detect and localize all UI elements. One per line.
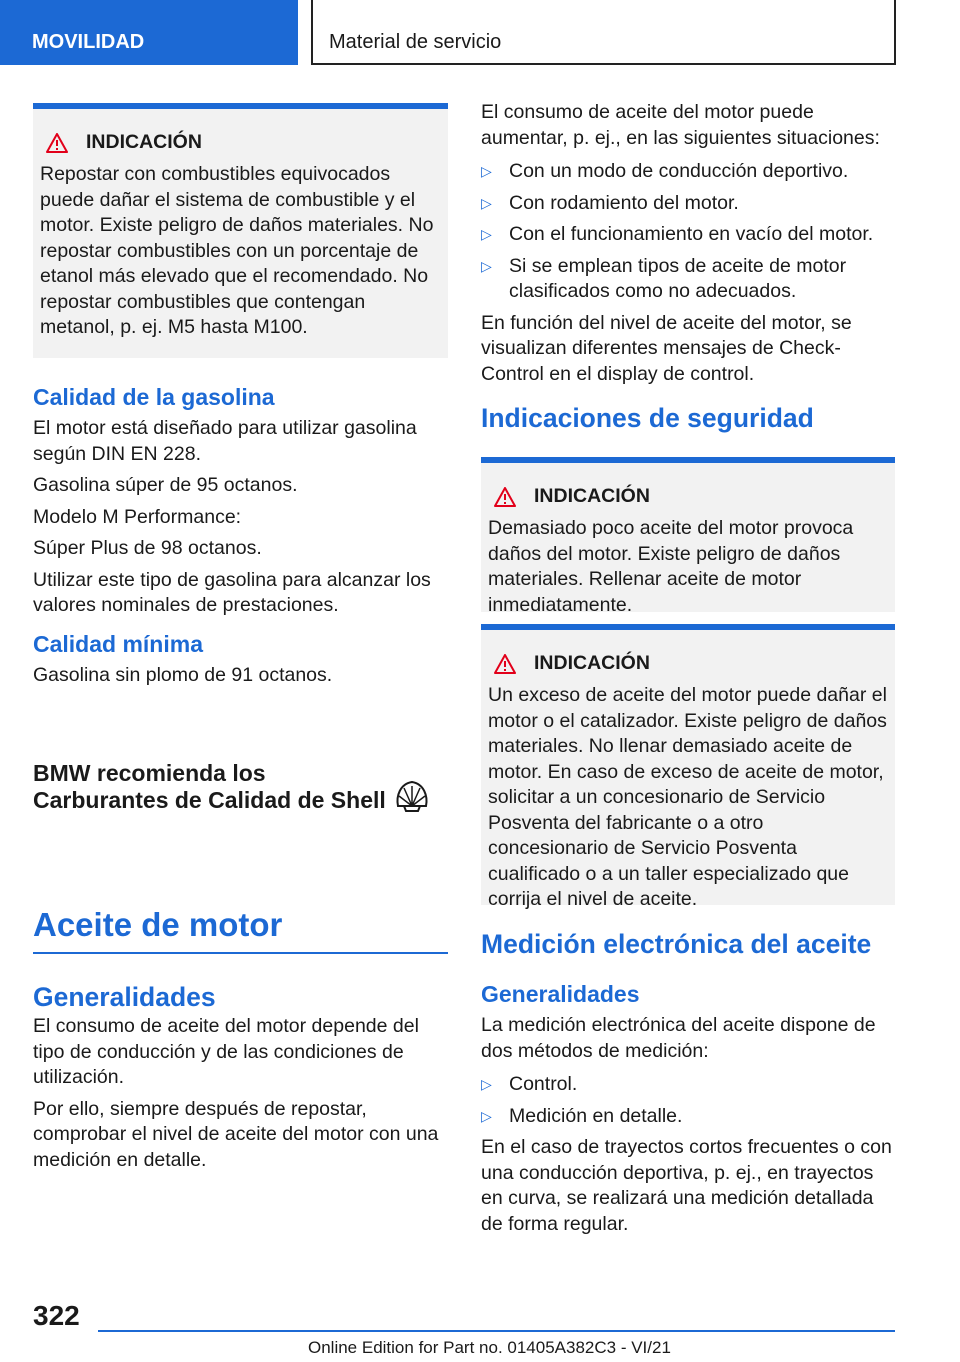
paragraph: Gasolina súper de 95 octanos. bbox=[33, 474, 298, 496]
methods-list bbox=[481, 1072, 895, 1129]
list-item-text: Con rodamiento del motor. bbox=[509, 191, 739, 214]
shell-line: Carburantes de Calidad de Shell bbox=[33, 787, 386, 813]
paragraph: En función del nivel de aceite del motor, se visualizan diferentes mensajes de Check-Control en el display de control. bbox=[481, 311, 852, 385]
generalidades-paragraphs bbox=[33, 1014, 448, 1173]
paragraph: Por ello, siempre después de repostar, comprobar el nivel de aceite del motor con una medición en detalle. bbox=[33, 1097, 439, 1171]
list-item-text: Con el funcionamiento en vacío del motor. bbox=[509, 223, 874, 245]
list-item-text: Con un modo de conducción deportivo. bbox=[509, 160, 849, 182]
note-title: INDICACIÓN bbox=[86, 131, 202, 153]
list-item bbox=[481, 1072, 895, 1098]
subsection-heading: Generalidades bbox=[481, 981, 640, 1007]
section-heading: Medición electrónica del aceite bbox=[481, 929, 872, 959]
note-text: Un exceso de aceite del motor puede dañar el motor o el catalizador. Existe peligro de daños materiales. No llenar demasiado aceite de motor. En caso de exceso de aceite de motor, solicitar a un concesionario de Servicio Posventa del fabricante o a otro concesionario de Servicio Posventa cualificado o a un taller especializado que corrija el nivel de aceite. bbox=[488, 684, 887, 910]
note-header bbox=[488, 652, 889, 675]
right-column bbox=[481, 100, 895, 1243]
paragraph: El motor está diseñado para utilizar gasolina según DIN EN 228. bbox=[33, 417, 417, 465]
shell-logo-icon bbox=[394, 780, 430, 812]
note-text: Repostar con combustibles equivocados puede dañar el sistema de combustible y el motor. Existe peligro de daños materiales. No repostar combustibles con un porcentaje de etanol más elevado que el recomendado. No repostar combustibles que contengan metanol, p. ej. M5 hasta M100. bbox=[40, 163, 434, 338]
paragraph: Modelo M Performance: bbox=[33, 505, 242, 528]
paragraph: La medición electrónica del aceite dispone de dos métodos de medición: bbox=[481, 1014, 876, 1062]
left-column bbox=[33, 103, 448, 1179]
gasolina-paragraphs bbox=[33, 416, 448, 619]
note-header bbox=[40, 131, 442, 154]
edition-footer: Online Edition for Part no. 01405A382C3 - VI/21 bbox=[308, 1338, 671, 1357]
section-heading: Generalidades bbox=[33, 982, 216, 1012]
list-item-text: Control. bbox=[509, 1073, 578, 1095]
bullet-triangle-icon: ▷ bbox=[481, 194, 492, 211]
footer-divider bbox=[98, 1330, 895, 1332]
section-heading: Indicaciones de seguridad bbox=[481, 403, 814, 433]
shell-line: BMW recomienda los bbox=[33, 760, 266, 786]
situations-list bbox=[481, 159, 895, 305]
bullet-triangle-icon: ▷ bbox=[481, 1107, 492, 1124]
paragraph: Súper Plus de 98 octanos. bbox=[33, 537, 262, 559]
shell-recommendation bbox=[33, 758, 448, 814]
bullet-triangle-icon: ▷ bbox=[481, 1076, 492, 1092]
section-tab bbox=[0, 0, 298, 65]
warning-note bbox=[33, 103, 448, 358]
note-title: INDICACIÓN bbox=[534, 652, 650, 674]
list-item bbox=[481, 254, 895, 305]
bullet-triangle-icon: ▷ bbox=[481, 257, 492, 274]
list-item-text: Medición en detalle. bbox=[509, 1104, 683, 1127]
page-number: 322 bbox=[33, 1300, 80, 1331]
paragraph: El consumo de aceite del motor puede aumentar, p. ej., en las siguientes situaciones: bbox=[481, 101, 880, 149]
warning-icon bbox=[494, 487, 516, 507]
section-heading: Calidad de la gasolina bbox=[33, 384, 275, 410]
chapter-heading-block bbox=[33, 904, 448, 954]
paragraph: El consumo de aceite del motor depende del tipo de conducción y de las condiciones de utilización. bbox=[33, 1015, 419, 1088]
subsection-tab bbox=[311, 0, 896, 65]
warning-icon bbox=[46, 133, 68, 153]
paragraph: Utilizar este tipo de gasolina para alcanzar los valores nominales de prestaciones. bbox=[33, 568, 431, 616]
warning-note bbox=[481, 457, 895, 616]
note-title: INDICACIÓN bbox=[534, 485, 650, 507]
list-item bbox=[481, 222, 895, 248]
warning-icon bbox=[494, 654, 516, 674]
list-item bbox=[481, 159, 895, 185]
section-title: MOVILIDAD bbox=[32, 31, 145, 53]
subsection-title: Material de servicio bbox=[329, 31, 502, 53]
list-item-text: Si se emplean tipos de aceite de motor clasificados como no adecuados. bbox=[509, 254, 847, 302]
list-item bbox=[481, 191, 895, 217]
bullet-triangle-icon: ▷ bbox=[481, 226, 492, 242]
note-text: Demasiado poco aceite del motor provoca daños del motor. Existe peligro de daños materiales. Rellenar aceite de motor inmediatamente. bbox=[488, 517, 854, 616]
paragraph: Gasolina sin plomo de 91 octanos. bbox=[33, 663, 333, 686]
chapter-heading: Aceite de motor bbox=[33, 906, 283, 943]
bullet-triangle-icon: ▷ bbox=[481, 163, 492, 179]
paragraph: En el caso de trayectos cortos frecuentes o con una conducción deportiva, p. ej., en trayectos en curva, se realizará una medición detallada de forma regular. bbox=[481, 1136, 892, 1235]
warning-note bbox=[481, 624, 895, 910]
note-header bbox=[488, 485, 889, 508]
list-item bbox=[481, 1104, 895, 1130]
section-heading: Calidad mínima bbox=[33, 630, 203, 657]
